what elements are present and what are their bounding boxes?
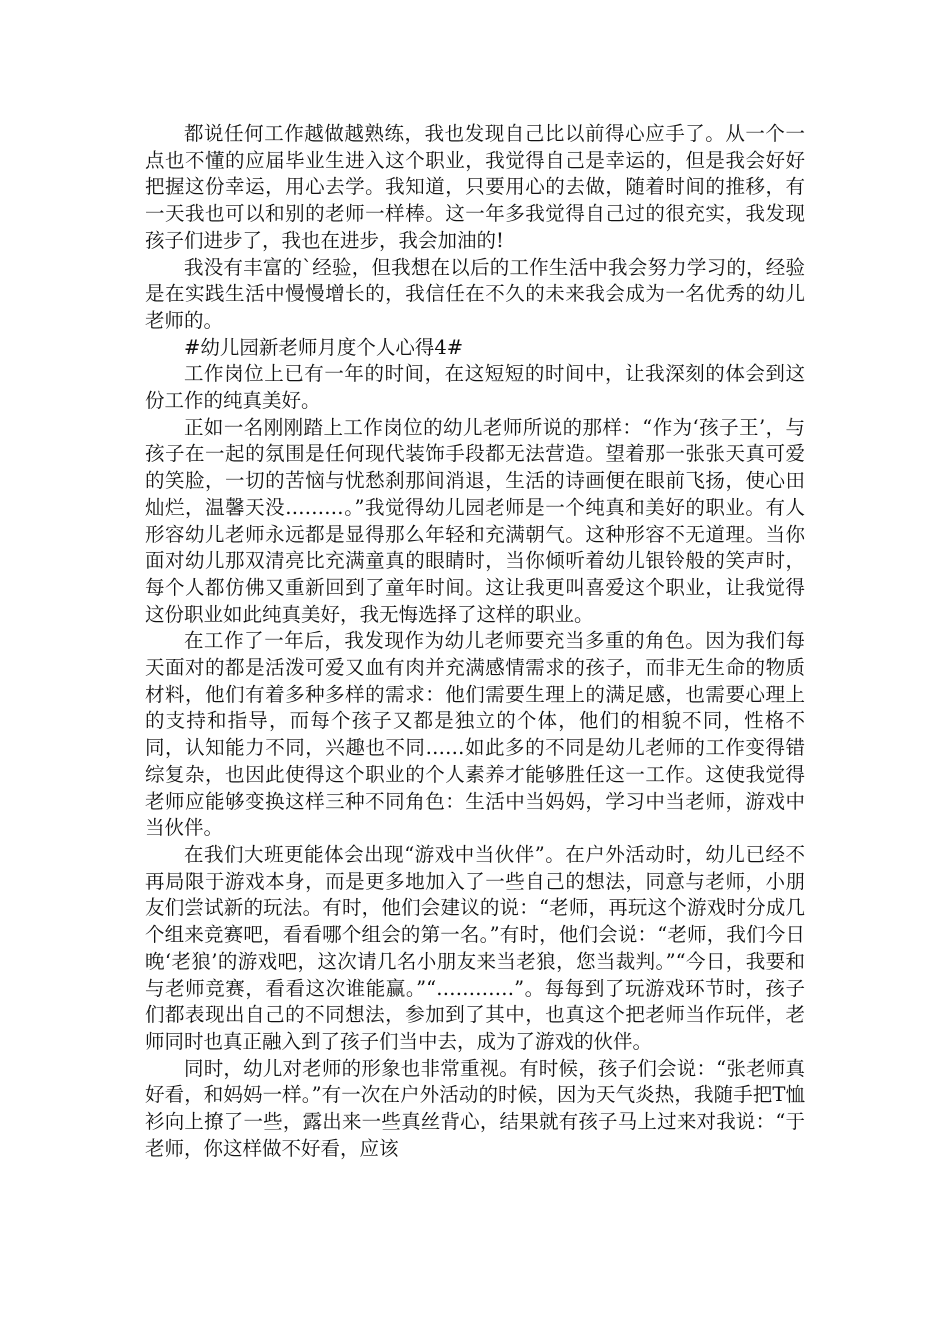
paragraph-7: 同时，幼儿对老师的形象也非常重视。有时候，孩子们会说：“张老师真好看，和妈妈一样。”有一次在户外活动的时候，因为天气炎热，我随手把T恤衫向上撩了一些，露出来一些真丝背心，结果就有孩子马上过来对我说：“于老师，你这样做不好看，应该	[145, 1056, 805, 1160]
document-body	[145, 121, 805, 1162]
section-heading: #幼儿园新老师月度个人心得4#	[184, 335, 464, 359]
paragraph-6: 在我们大班更能体会出现“游戏中当伙伴”。在户外活动时，幼儿已经不再局限于游戏本身，而是更多地加入了一些自己的想法，同意与老师，小朋友们尝试新的玩法。有时，他们会建议的说：“老师，再玩这个游戏时分成几个组来竞赛吧，看看哪个组会的第一名。”有时，他们会说：“老师，我们今日晚‘老狼’的游戏吧，这次请几名小朋友来当老狼，您当裁判。”“今日，我要和与老师竞赛，看看这次谁能赢。”“…………”。每每到了玩游戏环节时，孩子们都表现出自己的不同想法，参加到了其中，也真这个把老师当作玩伴，老师同时也真正融入到了孩子们当中去，成为了游戏的伙伴。	[145, 842, 805, 1053]
paragraph-2: 我没有丰富的`经验，但我想在以后的工作生活中我会努力学习的，经验是在实践生活中慢慢增长的，我信任在不久的未来我会成为一名优秀的幼儿老师的。	[145, 255, 805, 332]
paragraph-5: 在工作了一年后，我发现作为幼儿老师要充当多重的角色。因为我们每天面对的都是活泼可爱又血有肉并充满感情需求的孩子，而非无生命的物质材料，他们有着多种多样的需求：他们需要生理上的满足感，也需要心理上的支持和指导，而每个孩子又都是独立的个体，他们的相貌不同，性格不同，认知能力不同，兴趣也不同……如此多的不同是幼儿老师的工作变得错综复杂，也因此使得这个职业的个人素养才能够胜任这一工作。这使我觉得老师应能够变换这样三种不同角色：生活中当妈妈，学习中当老师，游戏中当伙伴。	[145, 629, 805, 840]
paragraph-4: 正如一名刚刚踏上工作岗位的幼儿老师所说的那样：“作为‘孩子王’，与孩子在一起的氛围是任何现代装饰手段都无法营造。望着那一张张天真可爱的笑脸，一切的苦恼与忧愁刹那间消退，生活的诗画便在眼前飞扬，使心田灿烂，温馨天没………。”我觉得幼儿园老师是一个纯真和美好的职业。有人形容幼儿老师永远都是显得那么年轻和充满朝气。这种形容不无道理。当你面对幼儿那双清亮比充满童真的眼睛时，当你倾听着幼儿银铃般的笑声时，每个人都仿佛又重新回到了童年时间。这让我更叫喜爱这个职业，让我觉得这份职业如此纯真美好，我无悔选择了这样的职业。	[145, 415, 805, 626]
paragraph-1: 都说任何工作越做越熟练，我也发现自己比以前得心应手了。从一个一点也不懂的应届毕业生进入这个职业，我觉得自己是幸运的，但是我会好好把握这份幸运，用心去学。我知道，只要用心的去做，随着时间的推移，有一天我也可以和别的老师一样棒。这一年多我觉得自己过的很充实，我发现孩子们进步了，我也在进步，我会加油的!	[145, 122, 805, 252]
paragraph-3: 工作岗位上已有一年的时间，在这短短的时间中，让我深刻的体会到这份工作的纯真美好。	[145, 362, 805, 413]
